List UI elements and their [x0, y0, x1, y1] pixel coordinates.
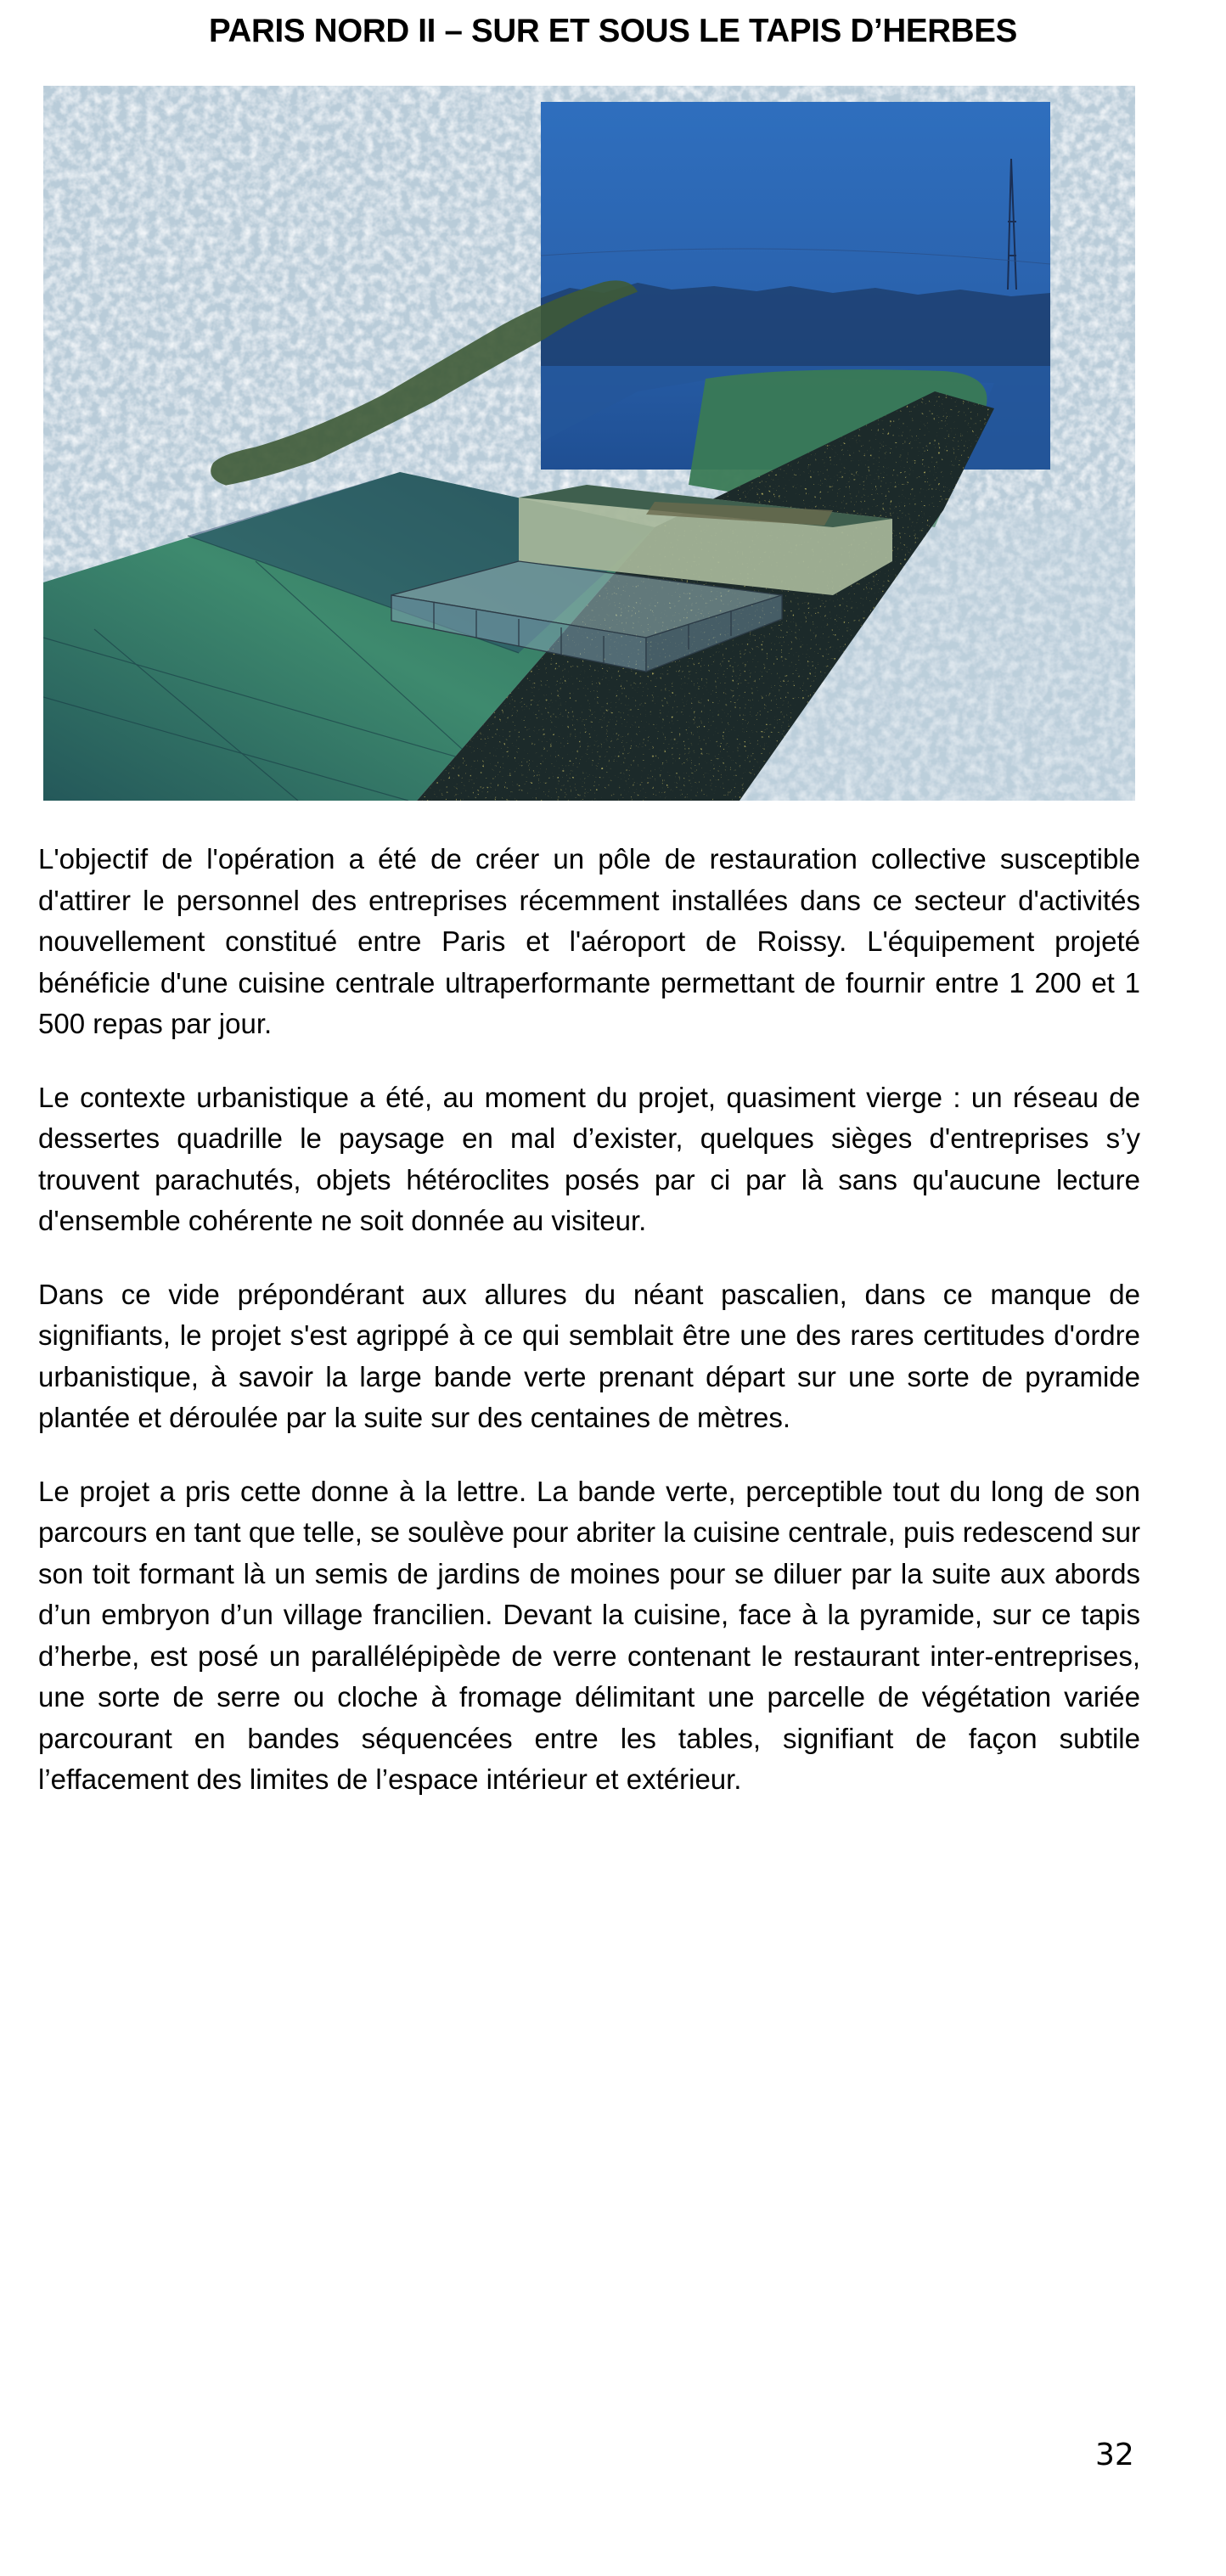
paragraph-context: Le contexte urbanistique a été, au moment du projet, quasiment vierge : un réseau de dessertes quadrille le paysage en mal d’exister, quelques sièges d'entreprises s’y trouvent parachutés, objets hétéroclites posés par ci par là sans qu'aucune lecture d'ensemble cohérente ne soit donnée au visiteur.	[38, 1081, 1140, 1236]
paragraph-green-band: Dans ce vide prépondérant aux allures du néant pascalien, dans ce manque de signifiants, le projet s'est agrippé à ce qui semblait être une des rares certitudes d'ordre urbanistique, à savoir la large bande verte prenant départ sur une sorte de pyramide plantée et déroulée par la suite sur des centaines de mètres.	[38, 1278, 1140, 1433]
project-illustration	[43, 86, 1135, 801]
page-title: PARIS NORD II – SUR ET SOUS LE TAPIS D’HERBES	[209, 13, 1017, 49]
illustration-canvas	[43, 86, 1135, 801]
page-number: 32	[1095, 2438, 1134, 2472]
body-text	[38, 839, 1140, 1833]
paragraph-objective: L'objectif de l'opération a été de créer un pôle de restauration collective susceptible d'attirer le personnel des entreprises récemment installées dans ce secteur d'activités nouvellement constitué entre Paris et l'aéroport de Roissy. L'équipement projeté bénéficie d'une cuisine centrale ultraperformante permettant de fournir entre 1 200 et 1 500 repas par jour.	[38, 843, 1140, 1039]
paragraph-project: Le projet a pris cette donne à la lettre. La bande verte, perceptible tout du long de son parcours en tant que telle, se soulève pour abriter la cuisine centrale, puis redescend sur son toit formant là un semis de jardins de moines pour se diluer par la suite aux abords d’un embryon d’un village francilien. Devant la cuisine, face à la pyramide, sur ce tapis d’herbe, est posé un parallélépipède de verre contenant le restaurant inter-entreprises, une sorte de serre ou cloche à fromage délimitant une parcelle de végétation variée parcourant en bandes séquencées entre les tables, signifiant de façon subtile l’effacement des limites de l’espace intérieur et extérieur.	[38, 1475, 1140, 1795]
